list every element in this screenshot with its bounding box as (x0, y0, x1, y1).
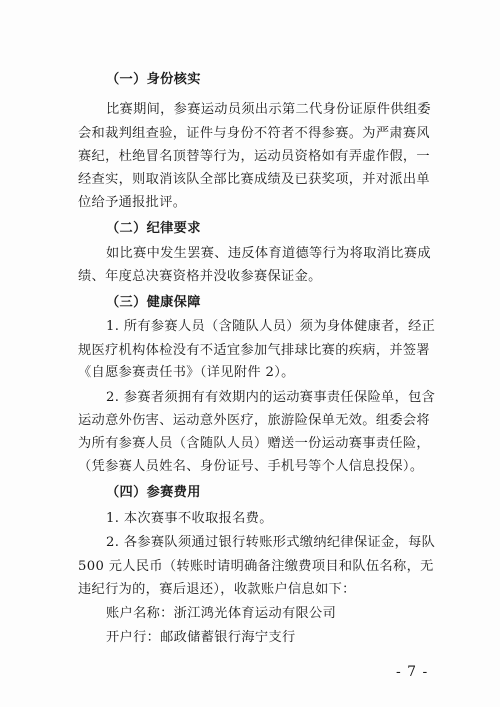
paragraph-line: 违纪行为的，赛后退还），收款账户信息如下： (78, 582, 356, 597)
paragraph-line: 为所有参赛人员（含随队人员）赠送一份运动赛事责任险， (78, 436, 430, 451)
paragraph-line: 《自愿参赛责任书》（详见附件 2）。 (78, 365, 295, 380)
paragraph-line: 1. 所有参赛人员（含随队人员）须为身体健康者，经正 (106, 319, 436, 334)
paragraph-line: 运动意外伤害、运动意外医疗，旅游险保单无效。组委会将 (78, 413, 430, 428)
section-heading-discipline: （二）纪律要求 (106, 221, 201, 236)
paragraph-line: 位给予通报批评。 (78, 195, 187, 210)
paragraph-line: 账户名称：浙江鸿光体育运动有限公司 (106, 606, 337, 621)
paragraph-line: 规医疗机构体检没有不适宜参加气排球比赛的疾病，并签署 (78, 343, 430, 358)
page-number: - 7 - (396, 664, 429, 680)
section-heading-identity: （一）身份核实 (106, 72, 201, 87)
paragraph-line: 500 元人民币（转账时请明确备注缴费项目和队伍名称，无 (78, 559, 434, 574)
section-heading-health: （三）健康保障 (106, 295, 201, 310)
paragraph-line: 2. 参赛者须拥有有效期内的运动赛事责任保险单，包含 (106, 390, 436, 405)
paragraph-line: 会和裁判组查验，证件与身份不符者不得参赛。为严肃赛风 (78, 126, 430, 141)
paragraph-line: 如比赛中发生罢赛、违反体育道德等行为将取消比赛成 (106, 246, 431, 261)
paragraph-line: 比赛期间，参赛运动员须出示第二代身份证原件供组委 (106, 102, 431, 117)
paragraph-line: 2. 各参赛队须通过银行转账形式缴纳纪律保证金，每队 (106, 535, 436, 550)
paragraph-line: 开户行：邮政储蓄银行海宁支行 (106, 630, 296, 645)
paragraph-line: 赛纪，杜绝冒名顶替等行为，运动员资格如有弄虚作假，一 (78, 149, 430, 164)
section-heading-fees: （四）参赛费用 (106, 485, 201, 500)
paragraph-line: 经查实，则取消该队全部比赛成绩及已获奖项，并对派出单 (78, 172, 430, 187)
paragraph-line: 绩、年度总决赛资格并没收参赛保证金。 (78, 269, 322, 284)
paragraph-line: 1. 本次赛事不收取报名费。 (106, 511, 273, 526)
paragraph-line: （凭参赛人员姓名、身份证号、手机号等个人信息投保）。 (78, 459, 424, 474)
